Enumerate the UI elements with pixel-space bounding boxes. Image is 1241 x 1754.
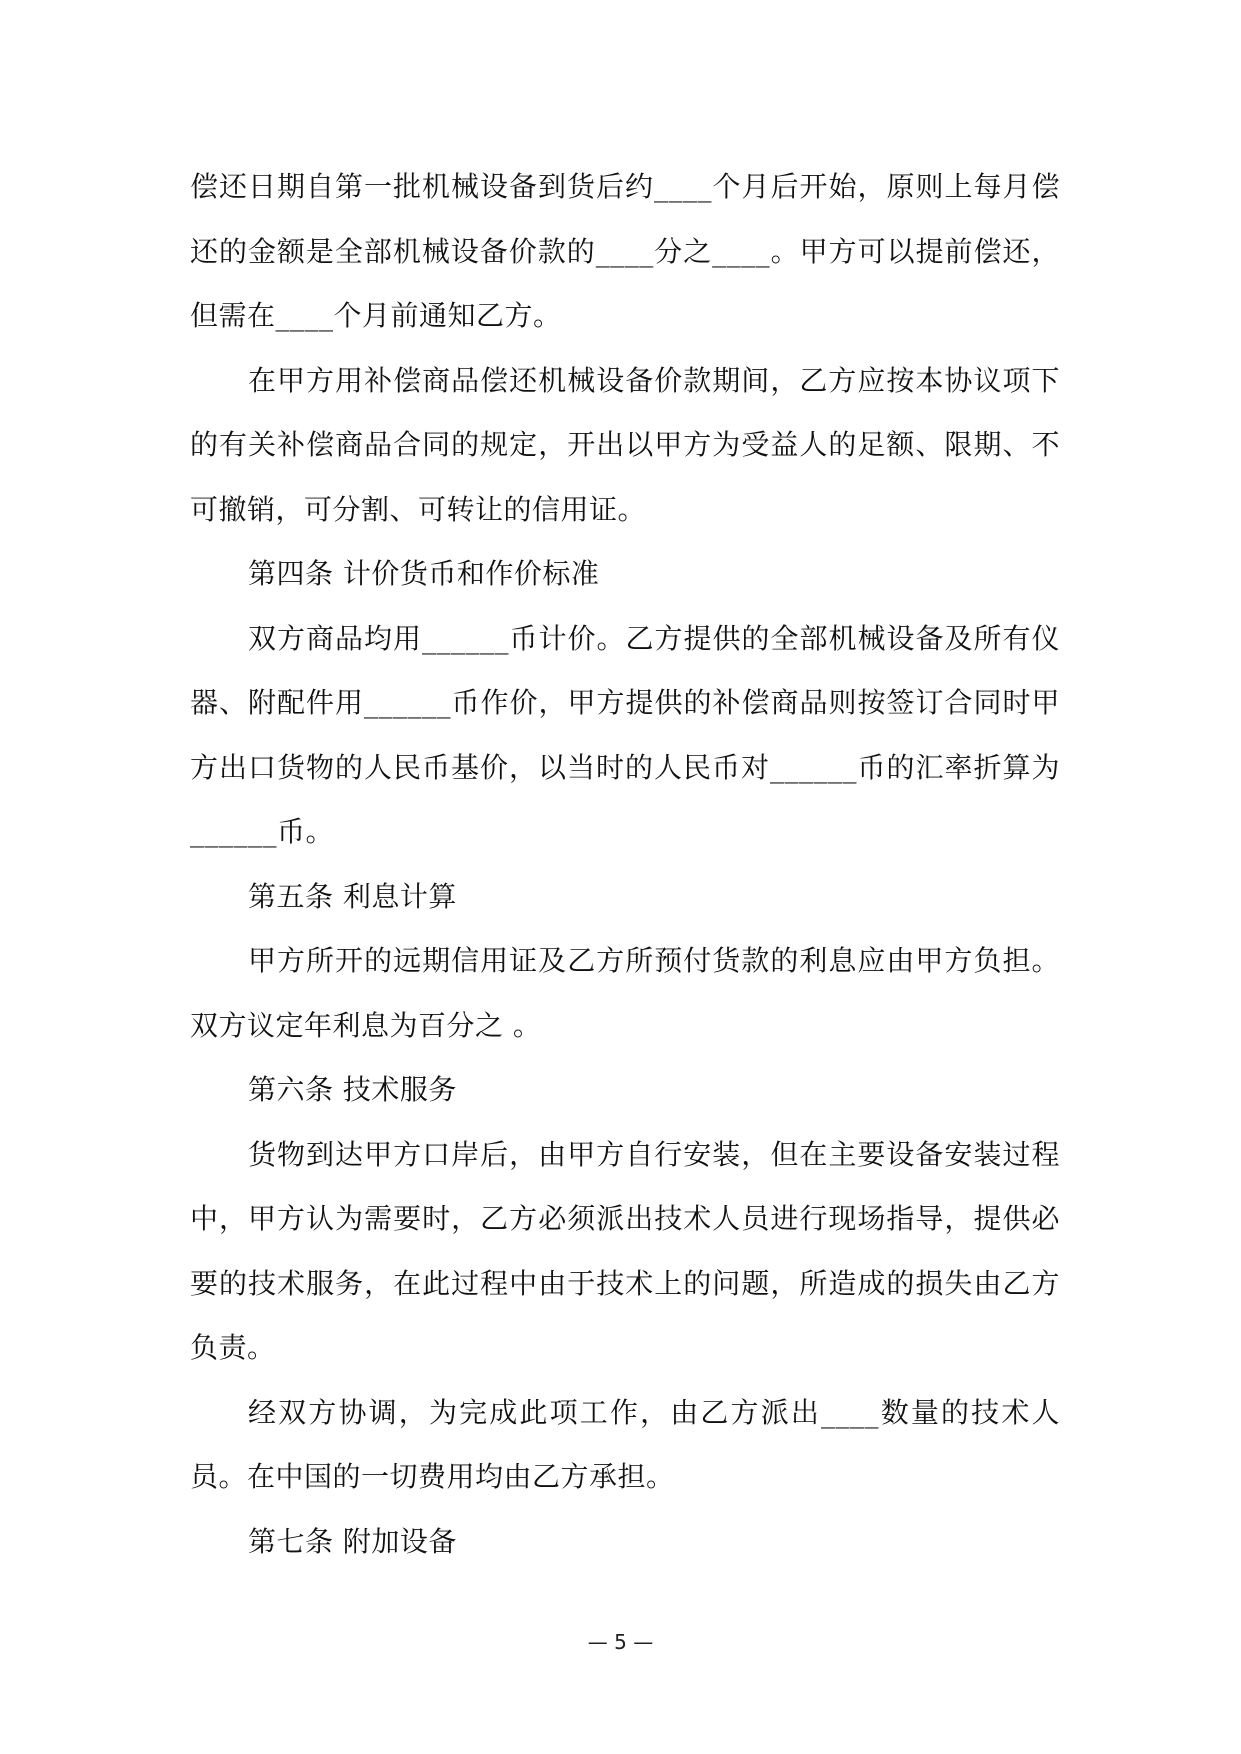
paragraph-letter-of-credit: 在甲方用补偿商品偿还机械设备价款期间，乙方应按本协议项下的有关补偿商品合同的规定，开出以甲方为受益人的足额、限期、不可撤销，可分割、可转让的信用证。 (190, 363, 1060, 526)
document-body (190, 155, 1060, 1574)
paragraph-pricing-currency: 双方商品均用______币计价。乙方提供的全部机械设备及所有仪器、附配件用______币作价，甲方提供的补偿商品则按签订合同时甲方出口货物的人民币基价，以当时的人民币对______币的汇率折算为______币。 (190, 621, 1060, 848)
article-5-heading: 第五条 利息计算 (248, 879, 457, 913)
paragraph-technical-staff: 经双方协调，为完成此项工作，由乙方派出____数量的技术人员。在中国的一切费用均由乙方承担。 (190, 1395, 1060, 1493)
page-number: — 5 — (587, 1630, 654, 1654)
paragraph-interest: 甲方所开的远期信用证及乙方所预付货款的利息应由甲方负担。双方议定年利息为百分之 。 (190, 944, 1060, 1042)
article-6-heading: 第六条 技术服务 (248, 1073, 457, 1106)
paragraph-technical-service: 货物到达甲方口岸后，由甲方自行安装，但在主要设备安装过程中，甲方认为需要时，乙方必须派出技术人员进行现场指导，提供必要的技术服务，在此过程中由于技术上的问题，所造成的损失由乙方负责。 (190, 1137, 1060, 1364)
paragraph-repayment-schedule: 偿还日期自第一批机械设备到货后约____个月后开始，原则上每月偿还的金额是全部机械设备价款的____分之____。甲方可以提前偿还，但需在____个月前通知乙方。 (190, 170, 1060, 332)
article-4-heading: 第四条 计价货币和作价标准 (248, 557, 600, 590)
article-7-heading: 第七条 附加设备 (248, 1524, 457, 1558)
